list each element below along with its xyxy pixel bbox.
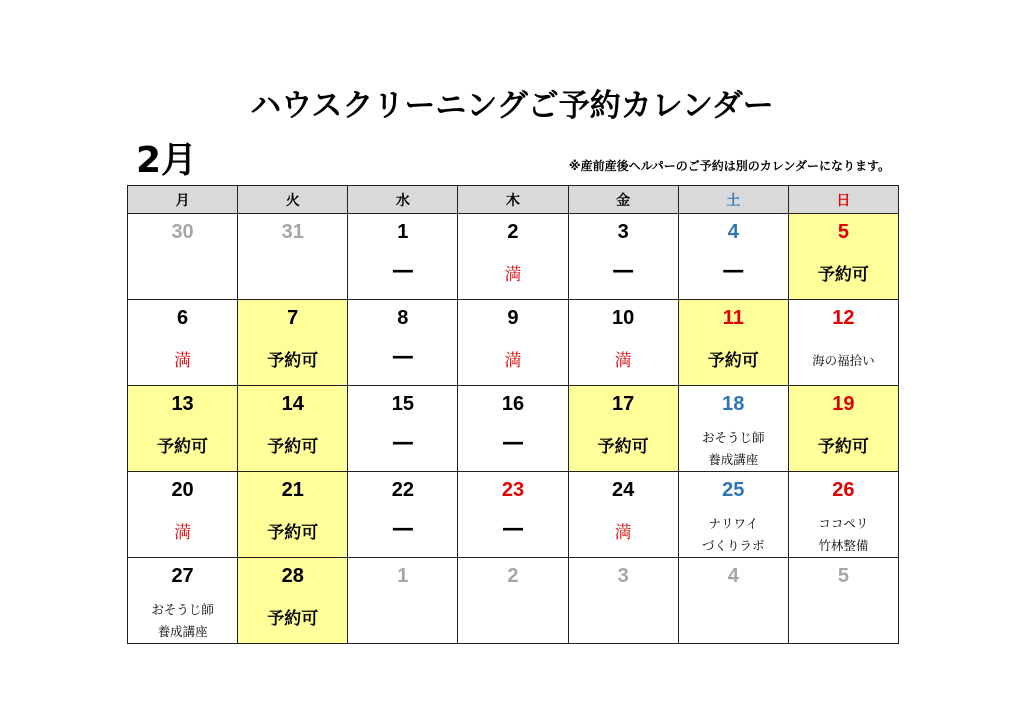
weekday-header: 土 [678, 186, 788, 214]
available-status: 予約可 [267, 609, 319, 629]
day-cell[interactable] [348, 558, 458, 644]
day-number: 4 [727, 565, 739, 587]
day-number: 18 [722, 393, 745, 415]
closed-dash: ― [392, 516, 413, 540]
event-note [789, 513, 898, 557]
week-row [128, 558, 899, 644]
day-number: 30 [171, 221, 194, 243]
day-cell[interactable] [458, 214, 568, 300]
day-cell[interactable] [458, 558, 568, 644]
full-status: 満 [614, 523, 632, 543]
day-cell[interactable] [568, 472, 678, 558]
event-note-line: おそうじ師 [702, 430, 765, 445]
day-cell[interactable] [788, 214, 898, 300]
full-status: 満 [614, 351, 632, 371]
day-cell[interactable] [568, 300, 678, 386]
closed-dash: ― [613, 258, 634, 282]
day-cell[interactable] [238, 558, 348, 644]
day-cell[interactable] [678, 386, 788, 472]
day-number: 23 [501, 479, 525, 501]
event-note [679, 513, 788, 557]
day-number: 2 [507, 565, 519, 587]
day-number: 27 [171, 565, 194, 587]
weekday-header-row [128, 186, 899, 214]
event-note-line: ココペリ [818, 516, 869, 531]
available-status: 予約可 [817, 265, 869, 285]
event-note [679, 427, 788, 471]
event-note-line: 養成講座 [708, 452, 759, 467]
day-number: 26 [832, 479, 855, 501]
available-status: 予約可 [157, 437, 209, 457]
full-status: 満 [504, 351, 522, 371]
day-cell[interactable] [348, 300, 458, 386]
day-number: 7 [287, 307, 299, 329]
day-cell[interactable] [788, 300, 898, 386]
weekday-header: 日 [788, 186, 898, 214]
day-number: 1 [397, 221, 409, 243]
day-cell[interactable] [458, 386, 568, 472]
day-cell[interactable] [568, 558, 678, 644]
day-cell[interactable] [348, 214, 458, 300]
event-note [789, 350, 898, 372]
day-cell[interactable] [128, 558, 238, 644]
day-number: 2 [507, 221, 519, 243]
day-cell[interactable] [678, 300, 788, 386]
event-note-line: ナリワイ [708, 516, 759, 531]
day-number: 12 [832, 307, 855, 329]
weekday-header: 火 [238, 186, 348, 214]
day-cell[interactable] [128, 472, 238, 558]
booking-note: ※産前産後ヘルパーのご予約は別のカレンダーになります。 [568, 159, 890, 173]
closed-dash: ― [392, 430, 413, 454]
day-number: 5 [837, 221, 849, 243]
event-note [128, 599, 237, 643]
day-cell[interactable] [128, 214, 238, 300]
day-number: 25 [722, 479, 745, 501]
day-cell[interactable] [678, 214, 788, 300]
day-cell[interactable] [568, 214, 678, 300]
full-status: 満 [174, 351, 192, 371]
day-cell[interactable] [238, 472, 348, 558]
week-row [128, 386, 899, 472]
full-status: 満 [504, 265, 522, 285]
day-number: 4 [727, 221, 739, 243]
full-status: 満 [174, 523, 192, 543]
event-note-line: 竹林整備 [818, 538, 869, 553]
day-cell[interactable] [458, 300, 568, 386]
day-number: 20 [171, 479, 194, 501]
day-cell[interactable] [238, 214, 348, 300]
week-row [128, 300, 899, 386]
day-number: 16 [501, 393, 525, 415]
day-cell[interactable] [128, 300, 238, 386]
event-note-line: 養成講座 [157, 624, 208, 639]
event-note-line: づくりラボ [702, 538, 765, 553]
closed-dash: ― [502, 430, 523, 454]
day-cell[interactable] [348, 386, 458, 472]
day-cell[interactable] [788, 472, 898, 558]
day-number: 21 [281, 479, 304, 501]
closed-dash: ― [723, 258, 744, 282]
day-number: 13 [171, 393, 194, 415]
day-number: 1 [397, 565, 409, 587]
day-number: 10 [612, 307, 635, 329]
weekday-header: 水 [348, 186, 458, 214]
available-status: 予約可 [817, 437, 869, 457]
day-number: 11 [722, 307, 744, 329]
month-label: 2月 [136, 140, 198, 181]
day-number: 15 [391, 393, 414, 415]
day-cell[interactable] [128, 386, 238, 472]
day-cell[interactable] [458, 472, 568, 558]
day-cell[interactable] [238, 300, 348, 386]
available-status: 予約可 [267, 523, 319, 543]
available-status: 予約可 [597, 437, 649, 457]
day-number: 8 [397, 307, 409, 329]
day-cell[interactable] [678, 558, 788, 644]
available-status: 予約可 [707, 351, 759, 371]
weekday-header: 木 [458, 186, 568, 214]
day-number: 24 [612, 479, 635, 501]
day-cell[interactable] [568, 386, 678, 472]
day-cell[interactable] [238, 386, 348, 472]
day-number: 9 [507, 307, 519, 329]
page-title: ハウスクリーニングご予約カレンダー [250, 88, 774, 124]
week-row [128, 214, 899, 300]
day-number: 6 [177, 307, 189, 329]
day-number: 22 [391, 479, 414, 501]
day-number: 14 [281, 393, 304, 415]
day-number: 3 [617, 221, 629, 243]
weekday-header: 金 [568, 186, 678, 214]
calendar-body [128, 214, 899, 644]
available-status: 予約可 [267, 351, 319, 371]
day-cell[interactable] [348, 472, 458, 558]
available-status: 予約可 [267, 437, 319, 457]
day-number: 19 [832, 393, 855, 415]
week-row [128, 472, 899, 558]
day-number: 31 [281, 221, 304, 243]
calendar-table [127, 185, 899, 644]
event-note-line: おそうじ師 [151, 602, 214, 617]
day-number: 5 [837, 565, 849, 587]
closed-dash: ― [502, 516, 523, 540]
day-number: 3 [617, 565, 629, 587]
day-number: 17 [612, 393, 635, 415]
day-cell[interactable] [678, 472, 788, 558]
closed-dash: ― [392, 344, 413, 368]
day-cell[interactable] [788, 386, 898, 472]
weekday-header: 月 [128, 186, 238, 214]
day-number: 28 [281, 565, 304, 587]
day-cell[interactable] [788, 558, 898, 644]
closed-dash: ― [392, 258, 413, 282]
event-note-line: 海の福拾い [812, 353, 875, 368]
